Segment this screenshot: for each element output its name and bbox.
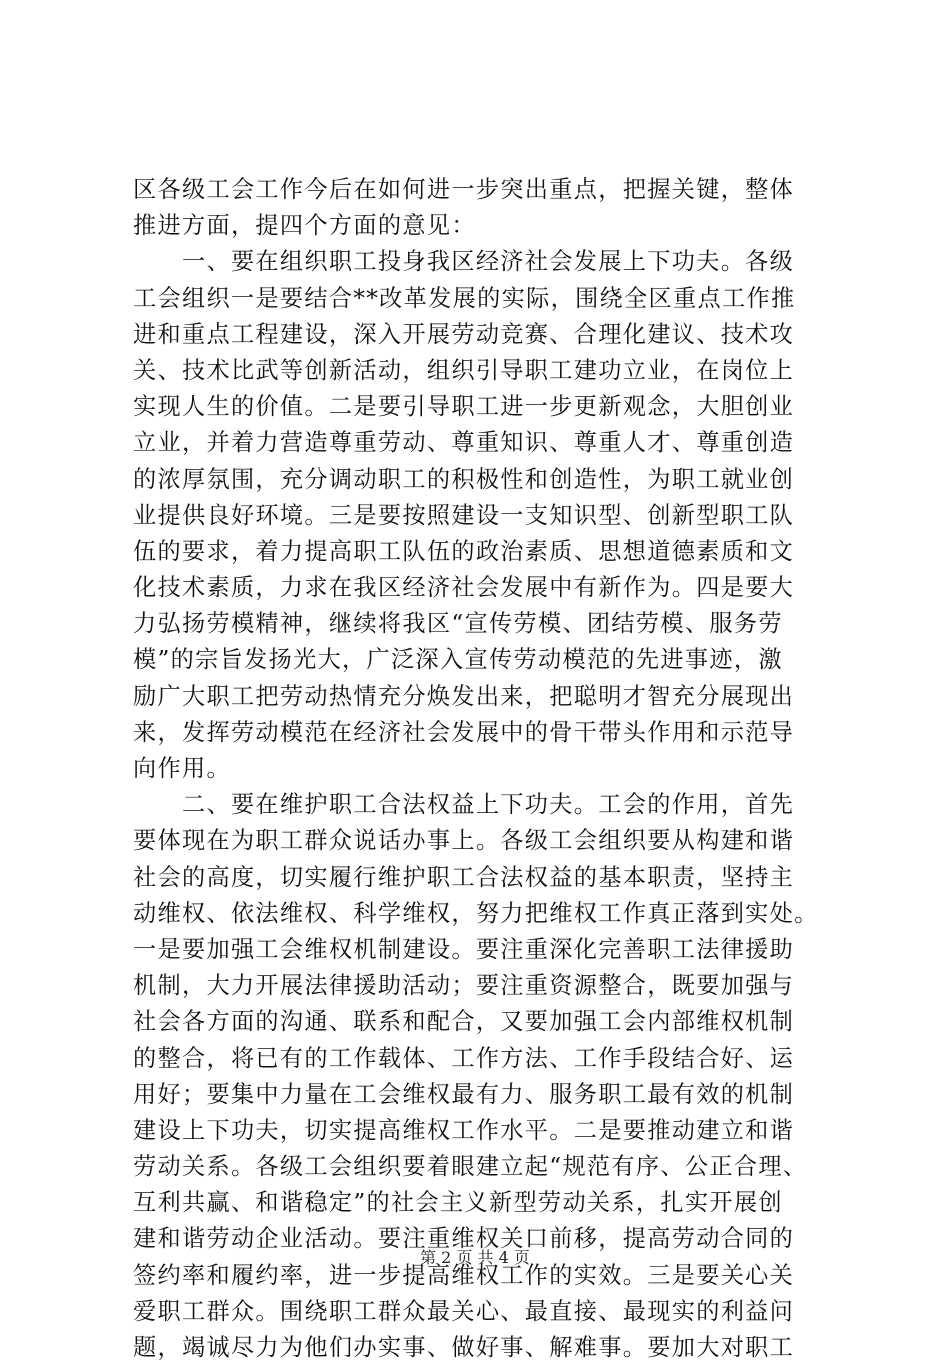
text-line: 区各级工会工作今后在如何进一步突出重点，把握关键，整体 xyxy=(133,176,795,203)
text-line: 来，发挥劳动模范在经济社会发展中的骨干带头作用和示范导 xyxy=(133,718,795,746)
text-line: 一、要在组织职工投身我区经济社会发展上下功夫。各级 xyxy=(133,248,795,276)
text-line: 业提供良好环境。三是要按照建设一支知识型、创新型职工队 xyxy=(133,501,795,529)
text-line: 工会组织一是要结合**改革发展的实际，围绕全区重点工作推 xyxy=(133,284,796,312)
text-line: 题，竭诚尽力为他们办实事、做好事、解难事。要加大对职工 xyxy=(133,1334,795,1361)
text-line: 的浓厚氛围，充分调动职工的积极性和创造性，为职工就业创 xyxy=(133,465,795,493)
text-line: 的整合，将已有的工作载体、工作方法、工作手段结合好、运 xyxy=(133,1044,795,1072)
text-line: 模”的宗旨发扬光大，广泛深入宣传劳动模范的先进事迹，激 xyxy=(133,646,783,674)
text-line: 动维权、依法维权、科学维权，努力把维权工作真正落到实处。 xyxy=(133,899,819,927)
text-line: 励广大职工把劳动热情充分焕发出来，把聪明才智充分展现出 xyxy=(133,682,795,710)
page-footer: 第 2 页 共 4 页 xyxy=(420,1248,530,1267)
text-line: 机制，大力开展法律援助活动；要注重资源整合，既要加强与 xyxy=(133,972,795,1000)
text-line: 推进方面，提四个方面的意见： xyxy=(133,212,476,240)
text-line: 立业，并着力营造尊重劳动、尊重知识、尊重人才、尊重创造 xyxy=(133,429,795,457)
text-line: 二、要在维护职工合法权益上下功夫。工会的作用，首先 xyxy=(133,791,795,819)
text-line: 实现人生的价值。二是要引导职工进一步更新观念，大胆创业 xyxy=(133,393,795,421)
text-line: 进和重点工程建设，深入开展劳动竞赛、合理化建议、技术攻 xyxy=(133,320,795,348)
text-line: 向作用。 xyxy=(133,755,231,782)
text-line: 要体现在为职工群众说话办事上。各级工会组织要从构建和谐 xyxy=(133,827,795,855)
text-line: 互利共赢、和谐稳定”的社会主义新型劳动关系，扎实开展创 xyxy=(133,1189,783,1217)
body-text xyxy=(133,172,833,1366)
text-line: 用好；要集中力量在工会维权最有力、服务职工最有效的机制 xyxy=(133,1080,795,1108)
text-line: 力弘扬劳模精神，继续将我区“宣传劳模、团结劳模、服务劳 xyxy=(133,610,783,638)
text-line: 社会各方面的沟通、联系和配合，又要加强工会内部维权机制 xyxy=(133,1008,795,1036)
text-line: 社会的高度，切实履行维护职工合法权益的基本职责，坚持主 xyxy=(133,863,795,891)
text-line: 一是要加强工会维权机制建设。要注重深化完善职工法律援助 xyxy=(133,935,795,963)
text-line: 关、技术比武等创新活动，组织引导职工建功立业，在岗位上 xyxy=(133,356,795,384)
text-line: 签约率和履约率，进一步提高维权工作的实效。三是要关心关 xyxy=(133,1261,795,1289)
text-line: 建设上下功夫，切实提高维权工作水平。二是要推动建立和谐 xyxy=(133,1116,795,1144)
text-line: 伍的要求，着力提高职工队伍的政治素质、思想道德素质和文 xyxy=(133,537,795,565)
text-line: 建和谐劳动企业活动。要注重维权关口前移，提高劳动合同的 xyxy=(133,1225,795,1253)
text-line: 化技术素质，力求在我区经济社会发展中有新作为。四是要大 xyxy=(133,574,795,602)
text-line: 爱职工群众。围绕职工群众最关心、最直接、最现实的利益问 xyxy=(133,1297,795,1325)
text-line: 劳动关系。各级工会组织要着眼建立起“规范有序、公正合理、 xyxy=(133,1153,808,1181)
